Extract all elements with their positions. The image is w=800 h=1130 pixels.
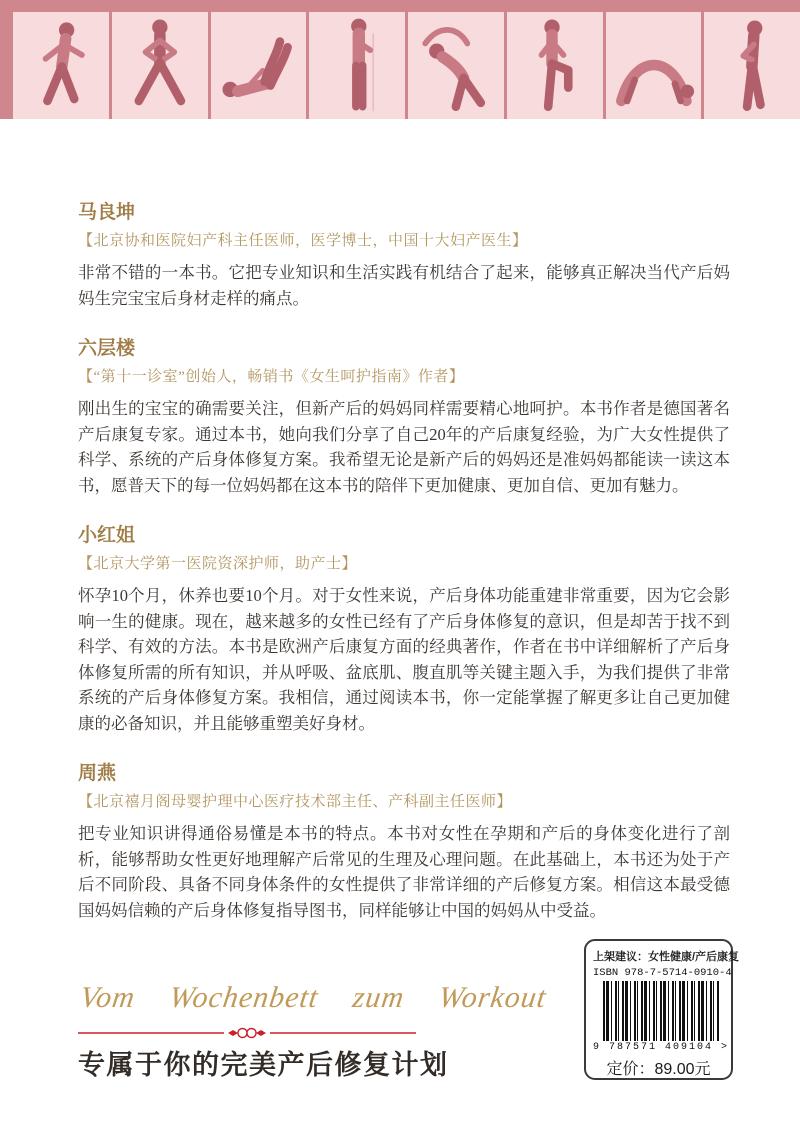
german-series-title: Vom Wochenbett zum Workout [78, 981, 549, 1014]
endorsement-quote: 非常不错的一本书。它把专业知识和生活实践有机结合了起来，能够真正解决当代产后妈妈生完宝宝后身材走样的痛点。 [78, 263, 730, 308]
exercise-photo-tile [606, 12, 702, 119]
isbn-label: ISBN 978-7-5714-0910-4 [593, 967, 732, 979]
endorser-name: 小红姐 [78, 525, 136, 546]
exercise-photo-tile [704, 12, 800, 119]
infinity-ornament-icon [238, 1029, 256, 1038]
figure-knee-raise-icon [507, 12, 603, 119]
photo-strip-banner [0, 0, 800, 119]
endorsement-section [78, 762, 730, 923]
price-label: 定价：89.00元 [606, 1061, 711, 1078]
exercise-photo-tile [13, 12, 109, 119]
barcode [603, 981, 720, 1041]
exercise-photo-tile [211, 12, 307, 119]
figure-waist-measure-icon [309, 12, 405, 119]
endorsement-quote: 刚出生的宝宝的确需要关注，但新产后的妈妈同样需要精心地呵护。本书作者是德国著名产后康复专家。通过本书，她向我们分享了自己20年的产后康复经验，为广大女性提供了科学、系统的产后身体修复方案。我希望无论是新产后的妈妈还是准妈妈都能读一读这本书，愿普天下的每一位妈妈都在这本书的陪伴下更加健康、更加自信、更加有魅力。 [78, 399, 730, 495]
figure-side-bend-icon [408, 12, 504, 119]
exercise-photo-tile [112, 12, 208, 119]
figure-standing-profile-icon [704, 12, 800, 119]
endorsement-section [78, 524, 730, 736]
exercise-photo-tile [507, 12, 603, 119]
endorser-name: 六层楼 [78, 338, 136, 359]
endorser-credential: 【北京协和医院妇产科主任医师，医学博士，中国十大妇产医生】 [78, 233, 528, 249]
endorser-name: 马良坤 [78, 202, 136, 223]
figure-bridge-icon [606, 12, 702, 119]
exercise-photo-tile [309, 12, 405, 119]
figure-side-lunge-icon [112, 12, 208, 119]
endorser-name: 周燕 [78, 763, 117, 784]
chinese-tagline: 专属于你的完美产后修复计划 [78, 1050, 449, 1080]
exercise-photo-tile [408, 12, 504, 119]
footer-title-block [0, 981, 549, 1081]
endorsement-section [78, 337, 730, 498]
endorsement-quote: 把专业知识讲得通俗易懂是本书的特点。本书对女性在孕期和产后的身体变化进行了剖析，能够帮助女性更好地理解产后常见的生理及心理问题。在此基础上，本书还为处于产后不同阶段、具备不同身体条件的女性提供了非常详细的产后修复方案。相信这本最受德国妈妈信赖的产后身体修复指导图书，同样能够让中国的妈妈从中受益。 [78, 824, 730, 920]
barcode-box [584, 939, 740, 1080]
red-divider [78, 1025, 416, 1041]
shelf-advice-label: 上架建议：女性健康/产后康复 [593, 951, 740, 963]
endorser-credential: 【北京大学第一医院资深护师，助产士】 [78, 556, 358, 572]
endorser-credential: 【北京禧月阁母婴护理中心医疗技术部主任、产科副主任医师】 [78, 794, 513, 810]
endorsement-quote: 怀孕10个月，休养也要10个月。对于女性来说，产后身体功能重建非常重要，因为它会影响一生的健康。现在，越来越多的女性已经有了产后身体修复的意识，但是却苦于找不到科学、有效的方法。本书是欧洲产后康复方面的经典著作，作者在书中详细解析了产后身体修复所需的所有知识，并从呼吸、盆底肌、腹直肌等关键主题入手，为我们提供了非常系统的产后身体修复方案。我相信，通过阅读本书，你一定能掌握了解更多让自己更加健康的必备知识，并且能够重塑美好身材。 [78, 586, 730, 733]
endorsements-area [0, 119, 730, 923]
barcode-digits: 9 787571 409104 > [593, 1042, 730, 1053]
figure-knees-to-chest-icon [211, 12, 307, 119]
figure-walking-icon [13, 12, 109, 119]
endorsement-section [78, 201, 730, 311]
endorser-credential: 【“第十一诊室”创始人，畅销书《女生呵护指南》作者】 [78, 369, 465, 385]
